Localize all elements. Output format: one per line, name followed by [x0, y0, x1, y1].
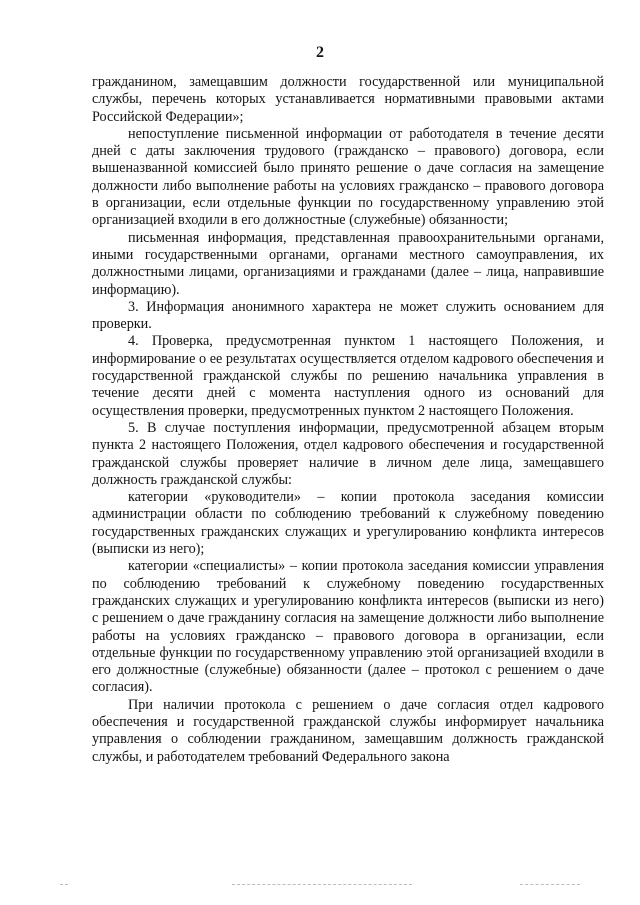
- paragraph: письменная информация, представленная правоохранительными органами, иными государственными органами, органами местного самоуправления, их должностными лицами, организациями и гражданами (далее – лица, направившие информацию).: [92, 229, 604, 298]
- paragraph: непоступление письменной информации от работодателя в течение десяти дней с даты заключения трудового (гражданско – правового) договора, если вышеназванной комиссией было принято решение о даче согласия на замещение должности либо выполнение работы на условиях гражданско – правового договора в организации, если отдельные функции по государственному управлению этой организацией входили в его должностные (служебные) обязанности;: [92, 125, 604, 229]
- paragraph: 4. Проверка, предусмотренная пунктом 1 настоящего Положения, и информирование о ее результатах осуществляется отделом кадрового обеспечения и государственной гражданской службы по решению начальника управления в течение десяти дней с момента наступления одного из оснований для осуществления проверки, предусмотренных пунктом 2 настоящего Положения.: [92, 333, 604, 419]
- paragraph: При наличии протокола с решением о даче согласия отдел кадрового обеспечения и государственной гражданской службы информирует начальника управления о соблюдении гражданином, замещавшим должность гражданской службы, и работодателем требований Федерального закона: [92, 696, 604, 765]
- paragraph: 5. В случае поступления информации, предусмотренной абзацем вторым пункта 2 настоящего Положения, отдел кадрового обеспечения и государственной гражданской службы проверяет наличие в личном деле лица, замещавшего должность гражданской службы:: [92, 419, 604, 488]
- paragraph: категории «специалисты» – копии протокола заседания комиссии управления по соблюдению требований к служебному поведению государственных гражданских служащих и урегулированию конфликта интересов (выписки из него) с решением о даче гражданину согласия на замещение должности либо выполнение работы на условиях гражданско – правового договора в организации, если отдельные функции по государственному управлению этой организацией входили в его должностные (служебные) обязанности (далее – протокол с решением о даче согласия).: [92, 558, 604, 696]
- scan-artifact: [232, 884, 412, 885]
- scan-artifact: [60, 884, 68, 885]
- page-number: 2: [316, 44, 324, 61]
- document-body: [92, 74, 604, 766]
- paragraph: категории «руководители» – копии протокола заседания комиссии администрации области по соблюдению требований к служебному поведению государственных гражданских служащих и урегулированию конфликта интересов (выписки из него);: [92, 489, 604, 558]
- paragraph: гражданином, замещавшим должности государственной или муниципальной службы, перечень которых устанавливается нормативными правовыми актами Российской Федерации»;: [92, 74, 604, 125]
- scan-artifact: [520, 884, 580, 885]
- paragraph: 3. Информация анонимного характера не может служить основанием для проверки.: [92, 298, 604, 333]
